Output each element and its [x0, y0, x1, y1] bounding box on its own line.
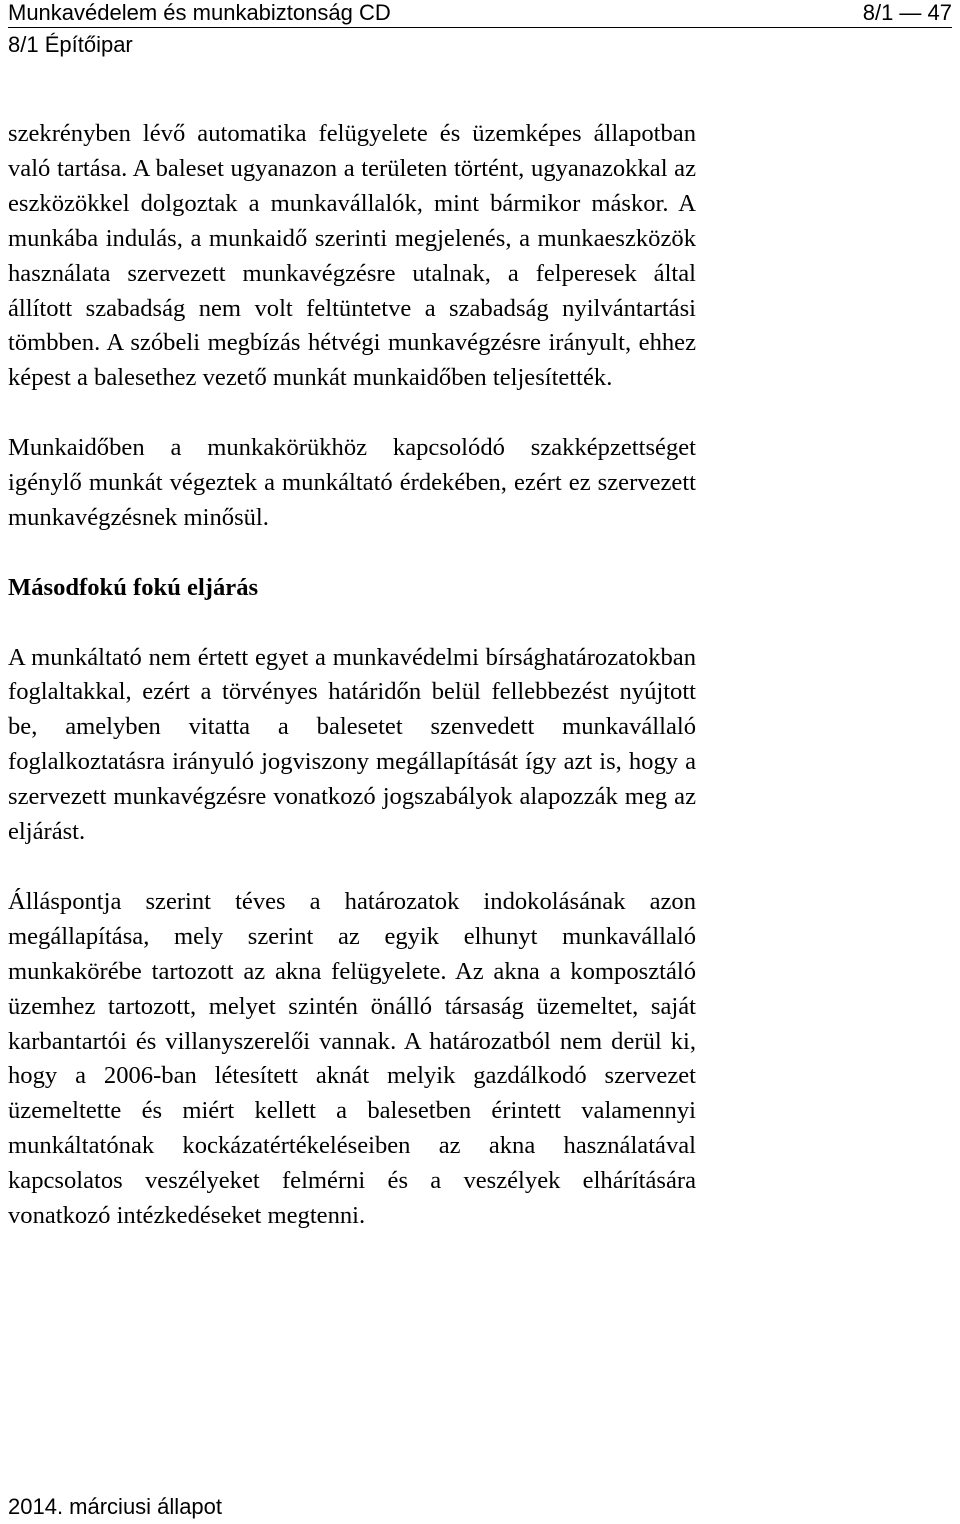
document-title: Munkavédelem és munkabiztonság CD: [8, 0, 391, 25]
section-label: 8/1 Építőipar: [8, 32, 133, 57]
body-paragraph: Munkaidőben a munkakörükhöz kapcsolódó szakképzettséget igénylő munkát végeztek a munkáltató érdekében, ezért ez szervezett munkavégzésnek minősül.: [8, 434, 696, 531]
document-body: [8, 117, 696, 1269]
page-footer: [8, 1494, 222, 1520]
footer-status: 2014. márciusi állapot: [8, 1494, 223, 1519]
body-paragraph: szekrényben lévő automatika felügyelete és üzemképes állapotban való tartása. A baleset ugyanazon a területen történt, ugyanazokkal az eszközökkel dolgoztak a munkavállalók, mint bármikor máskor. A munkába indulás, a munkaidő szerinti megjelenés, a munkaeszközök használata szervezett munkavégzésre utalnak, a felperesek által állított szabadság nem volt feltüntetve a szabadság nyilvántartási tömbben. A szóbeli megbízás hétvégi munkavégzésre irányult, ehhez képest a balesethez vezető munkát munkaidőben teljesítették.: [8, 120, 696, 392]
body-paragraph: Álláspontja szerint téves a határozatok indokolásának azon megállapítása, mely szerint az egyik elhunyt munkavállaló munkakörébe tartozott az akna felügyelete. Az akna a komposztáló üzemhez tartozott, melyet szintén önálló társaság üzemeltet, saját karbantartói és villanyszerelői vannak. A határozatból nem derül ki, hogy a 2006-ban létesített aknát melyik gazdálkodó szervezet üzemeltette és miért kellett a balesetben érintett valamennyi munkáltatónak kockázatértékeléseiben az akna használatával kapcsolatos veszélyeket felmérni és a veszélyek elhárítására vonatkozó intézkedéseket megtenni.: [8, 887, 696, 1230]
body-paragraph: A munkáltató nem értett egyet a munkavédelmi bírsághatározatokban foglaltakkal, ezért a törvényes határidőn belül fellebbezést nyújtott be, amelyben vitatta a balesetet szenvedett munkavállaló foglalkoztatásra irányuló jogviszony megállapítását így azt is, hogy a szervezett munkavégzésre vonatkozó jogszabályok alapozzák meg az eljárást.: [8, 643, 696, 846]
page-header: [8, 0, 952, 58]
section-heading: Másodfokú fokú eljárás: [8, 573, 259, 601]
page-number: 8/1 — 47: [862, 0, 952, 25]
header-divider: [8, 27, 952, 28]
